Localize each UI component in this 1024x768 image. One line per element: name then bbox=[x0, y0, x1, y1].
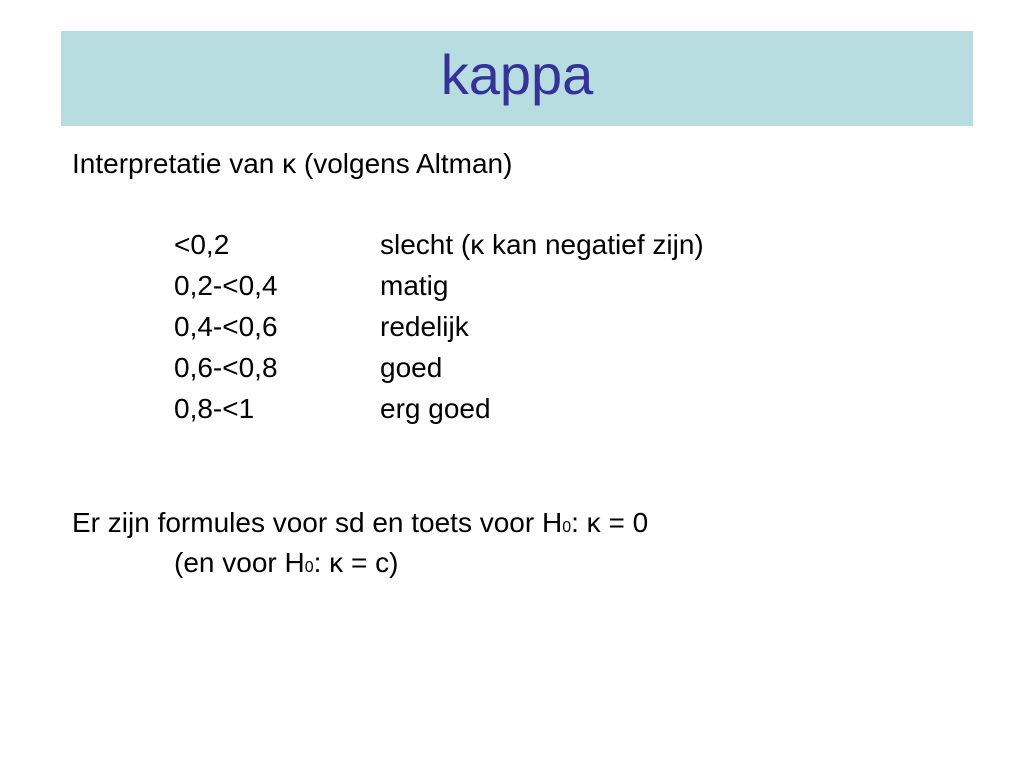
title-band bbox=[61, 31, 973, 126]
slide-title: kappa bbox=[440, 43, 594, 106]
kappa-label: slecht (κ kan negatief zijn) bbox=[380, 229, 704, 260]
kappa-label: erg goed bbox=[380, 393, 491, 424]
slide-content bbox=[72, 144, 972, 583]
kappa-range: 0,6-<0,8 bbox=[174, 352, 278, 383]
formula-subscript: 0 bbox=[562, 519, 572, 536]
formula-line bbox=[72, 503, 972, 543]
kappa-range: <0,2 bbox=[174, 229, 230, 260]
formula-sub-subscript: 0 bbox=[304, 559, 314, 576]
kappa-label: matig bbox=[380, 270, 449, 301]
spacer bbox=[72, 429, 972, 503]
table-row bbox=[174, 306, 972, 347]
intro-text: Interpretatie van κ (volgens Altman) bbox=[72, 148, 513, 179]
table-row bbox=[174, 224, 972, 265]
formula-sub-suffix: : κ = c) bbox=[313, 547, 399, 578]
formula-suffix: : κ = 0 bbox=[571, 507, 649, 538]
table-row bbox=[174, 388, 972, 429]
spacer bbox=[72, 184, 972, 224]
kappa-range: 0,8-<1 bbox=[174, 393, 255, 424]
kappa-interpretation-table bbox=[174, 224, 972, 429]
formula-prefix: Er zijn formules voor sd en toets voor H bbox=[72, 507, 563, 538]
kappa-range: 0,2-<0,4 bbox=[174, 270, 278, 301]
kappa-label: redelijk bbox=[380, 311, 469, 342]
formula-sub-prefix: (en voor H bbox=[174, 547, 305, 578]
formula-subline bbox=[72, 543, 972, 583]
kappa-label: goed bbox=[380, 352, 443, 383]
table-row bbox=[174, 347, 972, 388]
kappa-range: 0,4-<0,6 bbox=[174, 311, 278, 342]
table-row bbox=[174, 265, 972, 306]
